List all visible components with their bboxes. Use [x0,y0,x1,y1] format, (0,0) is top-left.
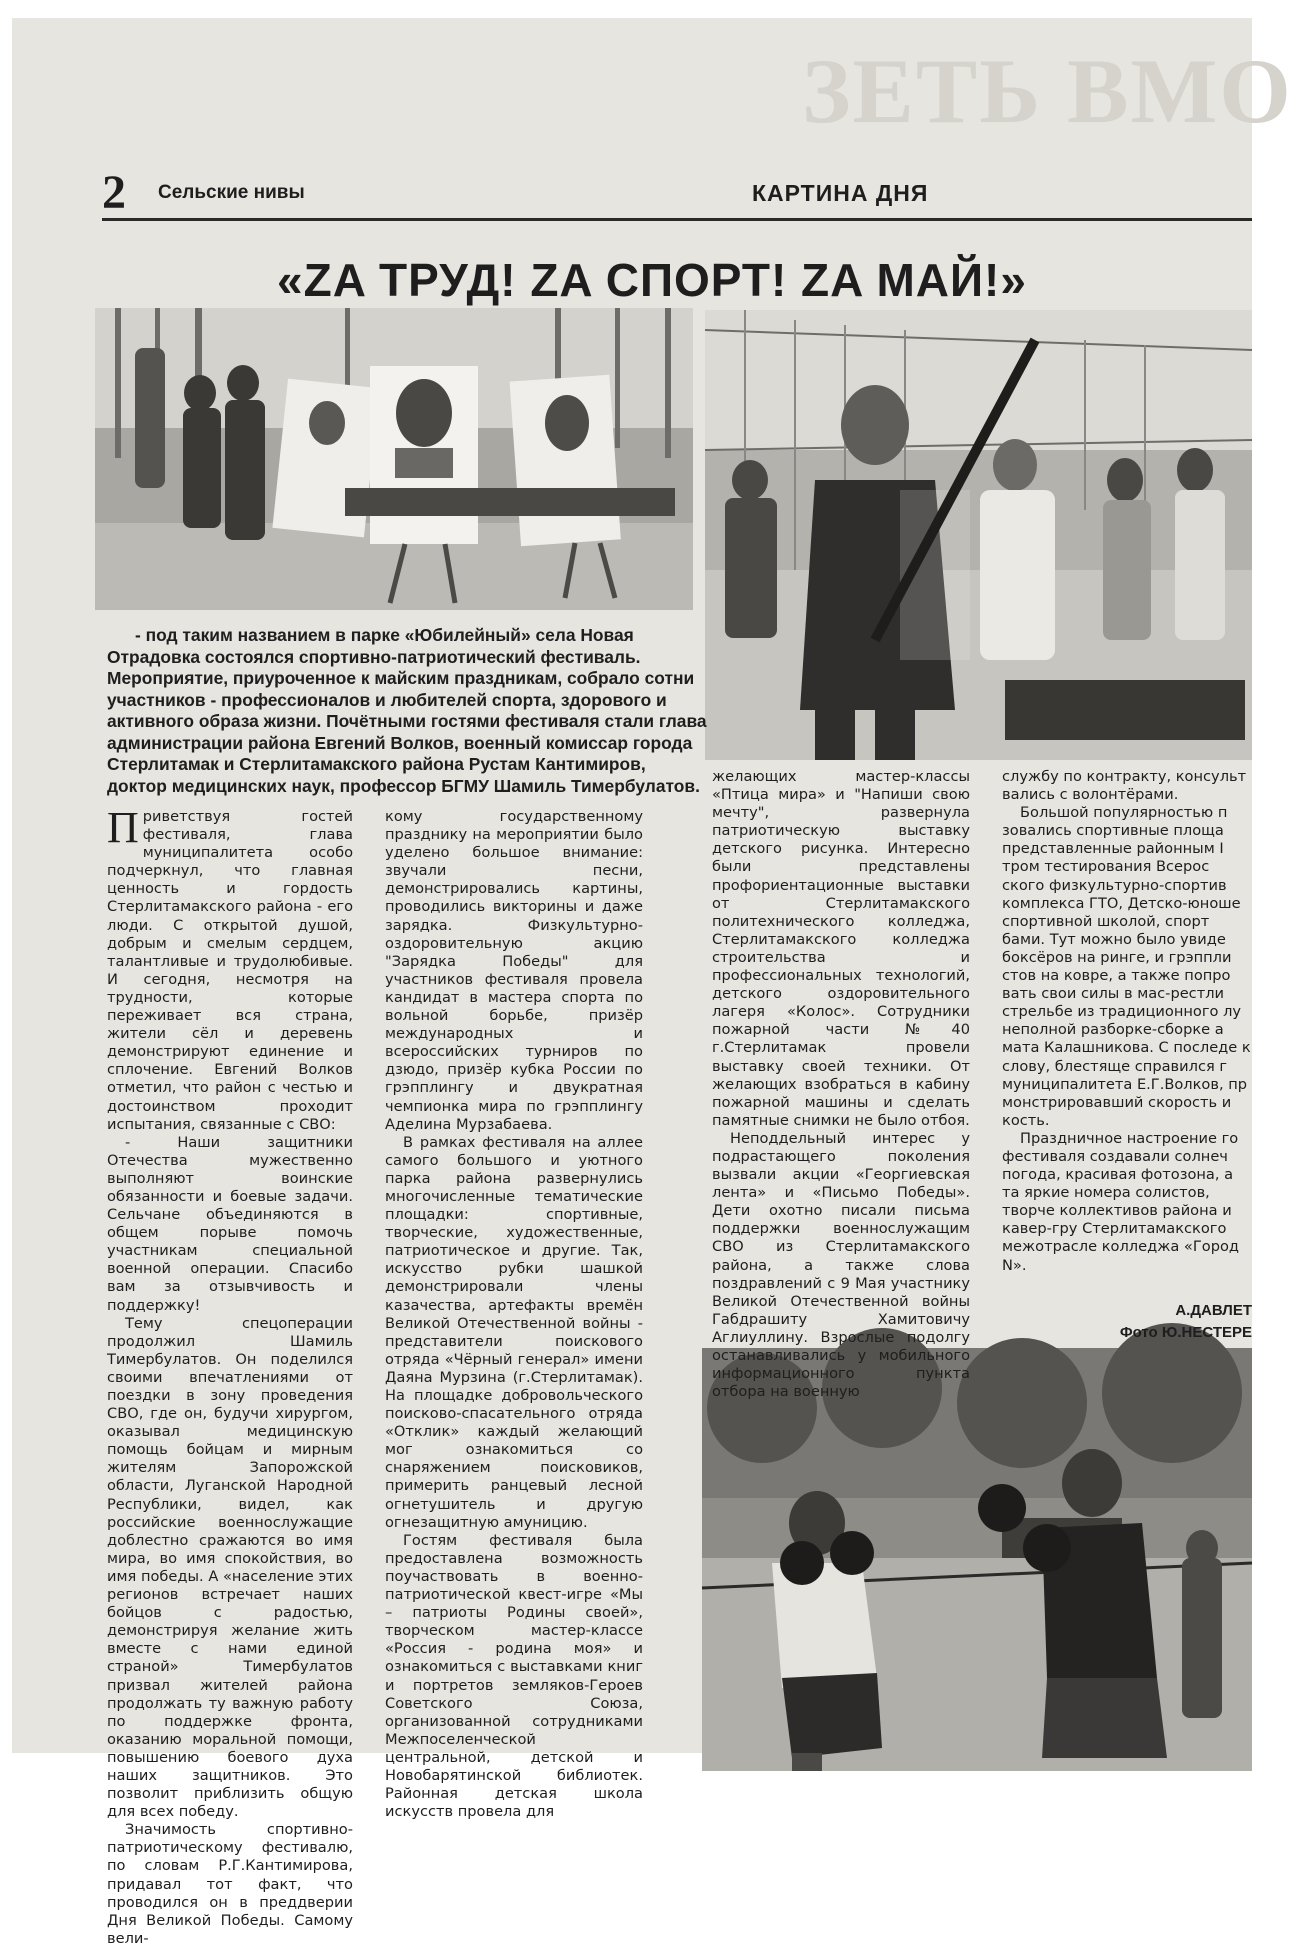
paragraph-1: желающих мастер-классы «Птица мира» и "Напиши свою мечту", развернула патриотическую выставку детского рисунка. Интересно были представлены профориентационные выставки от Стерлитамакского политехнического колледжа, Стерлитамакского колледжа строительства и профессиональных технологий, детского оздоровительного лагеря «Колос». Сотрудники пожарной части №40 г.Стерлитамак провели выставку своей техники. От желающих взобраться в кабину пожарной машины и сделать памятные снимки не было отбоя. [712,768,970,1129]
paragraph-4: Значимость спортивно-патриотическому фестивалю, по словам Р.Г.Кантимирова, придавал тот факт, что проводился он в преддверии Дня Великой Победы. Самому вели- [107,1821,353,1947]
paragraph-2: - Наши защитники Отечества мужественно выполняют воинские обязанности и боевые задачи. Сельчане объединяются в общем порыве помочь участникам специальной военной операции. Спасибо вам за отзывчивость и поддержку! [107,1133,353,1314]
article-column-2 [385,808,643,1821]
paragraph-1 [107,803,353,1134]
paragraph-1: кому государственному празднику на мероприятии было уделено большое внимание: звучали песни, демонстрировались картины, проводились викторины и даже зарядка. Физкультурно-оздоровительную акцию "Зарядка Победы" для участников фестиваля провела кандидат в мастера спорта по вольной борьбе, призёр международных и всероссийских турниров по дзюдо, призёр кубка России по грэпплингу и двукратная чемпионка мира по грэпплингу Аделина Мурзабаева. [385,808,643,1133]
rifle-photo-graphic [705,310,1252,760]
newspaper-name: Сельские нивы [158,182,305,203]
newspaper-page [12,18,1293,1947]
photo-rifle-assembly [705,310,1252,760]
photo-boxing-match [702,1348,1252,1771]
portraits-photo-graphic [95,308,693,610]
article-column-4 [1002,768,1252,1298]
bleed-through-text: ЗЕТЬ ВМО [802,40,1293,142]
author-name: А.ДАВЛЕТ [1175,1302,1252,1319]
paragraph-3: Гостям фестиваля была предоставлена возможность поучаствовать в военно-патриотической квест-игре «Мы – патриоты Родины своей», творческом мастер-классе «Россия - родина моя» и ознакомиться с выставками книг и портретов земляков-Героев Советского Союза, организованной сотрудниками Межпоселенческой центральной, детской и Новобарятинской библиотек. Районная детская школа искусств провела для [385,1531,643,1821]
paragraph-3: Тему спецоперации продолжил Шамиль Тимербулатов. Он поделился своими впечатлениями от поездки в зону проведения СВО, где он, будучи хирургом, оказывал медицинскую помощь бойцам и мирным жителям Запорожской области, Луганской Народной Республики, видел, как российские военнослужащие доблестно сражаются во имя мира, во имя спокойствия, во имя победы. А «население этих регионов встречает наших бойцов с радостью, демонстрируя желание жить вместе с нами единой страной» Тимербулатов призвал жителей района продолжать ту важную работу по поддержке фронта, оказанию моральной помощи, повышению боевого духа наших защитников. Это позволит приблизить общую для всех победу. [107,1314,353,1821]
paragraph-2: В рамках фестиваля на аллее самого большого и уютного парка района развернулись многочисленные тематические площадки: спортивные, творческие, художественные, патриотическое и другие. Так, искусство рубки шашкой демонстрировали члены казачества, артефакты времён Великой Отечественной войны - представители поискового отряда «Чёрный генерал» имени Даяна Мурзина (г.Стерлитамак). На площадке добровольческого поисково-спасательного отряда «Отклик» каждый желающий мог ознакомиться со снаряжением поисковиков, примерить ранцевый лесной огнетушитель и другую огнезащитную амуницию. [385,1133,643,1531]
boxing-photo-graphic [702,1348,1252,1771]
photo-portraits-exhibition [95,308,693,610]
article-column-3 [712,768,970,1401]
article-lead: - под таким названием в парке «Юбилейный» села Новая Отрадовка состоялся спортивно-патриотический фестиваль. Мероприятие, приуроченное к майским праздникам, собрало сотни участников - профессионалов и любителей спорта, здорового и активного образа жизни. Почётными гостями фестиваля стали глава администрации района Евгений Волков, военный комиссар города Стерлитамак и Стерлитамакского района Рустам Кантимиров, доктор медицинских наук, профессор БГМУ Шамиль Тимербулатов. [107,625,707,796]
page-number: 2 [102,166,126,219]
paragraph-1: службу по контракту, консульт вались с волонтёрами. [1002,768,1247,804]
page-header [102,168,1252,221]
paragraph-text: риветствуя гостей фестиваля, глава муниципалитета особо подчеркнул, что главная ценность и гордость Стерлитамакского района - его люди. С открытой душой, добрым и смелым сердцем, талантливые и трудолюбивые. И сегодня, несмотря на трудности, которые переживает вся страна, жители сёл и деревень демонстрируют единение и сплочение. Евгений Волков отметил, что район с честью и достоинством проходит испытания, связанные с СВО: [107,808,353,1133]
paragraph-3: Праздничное настроение го фестиваля создавали солнеч погода, красивая фотозона, а та яркие номера солистов, творче коллективов района и кавер-гру Стерлитамакского межотрасле колледжа «Город N». [1002,1129,1239,1274]
drop-cap: П [107,803,139,852]
paragraph-2: Неподдельный интерес у подрастающего поколения вызвали акции «Георгиевская лента» и «Письмо Победы». Дети охотно писали письма поддержки военнослужащим СВО из Стерлитамакского района, а также слова поздравлений с 9 Мая участнику Великой Отечественной войны Габдрашиту Хамитовичу Аглиуллину. Взрослые подолгу останавливались у мобильного информационного пункта отбора на военную [712,1129,970,1401]
photo-credit: Фото Ю.НЕСТЕРЕ [1119,1324,1252,1341]
article-column-1 [107,803,353,1947]
article-signature [1012,1300,1252,1344]
article-headline: «ZA ТРУД! ZA СПОРТ! ZA МАЙ!» [277,254,1027,306]
paragraph-2: Большой популярностью п зовались спортивные площа представленные районным I тром тестирования Всерос ского физкультурно-спортив комплекса ГТО, Детско-юноше спортивной школой, спорт бами. Тут можно было увиде боксёров на ринге, и грэппли стов на ковре, а также попро вать свои силы в мас-рестли стрельбе из традиционного лу неполной разборке-сборке а мата Калашникова. С последе к слову, блестяще справился г муниципалитета Е.Г.Волков, пр монстрировавший скорость и кость. [1002,804,1251,1129]
section-title: КАРТИНА ДНЯ [752,180,929,206]
